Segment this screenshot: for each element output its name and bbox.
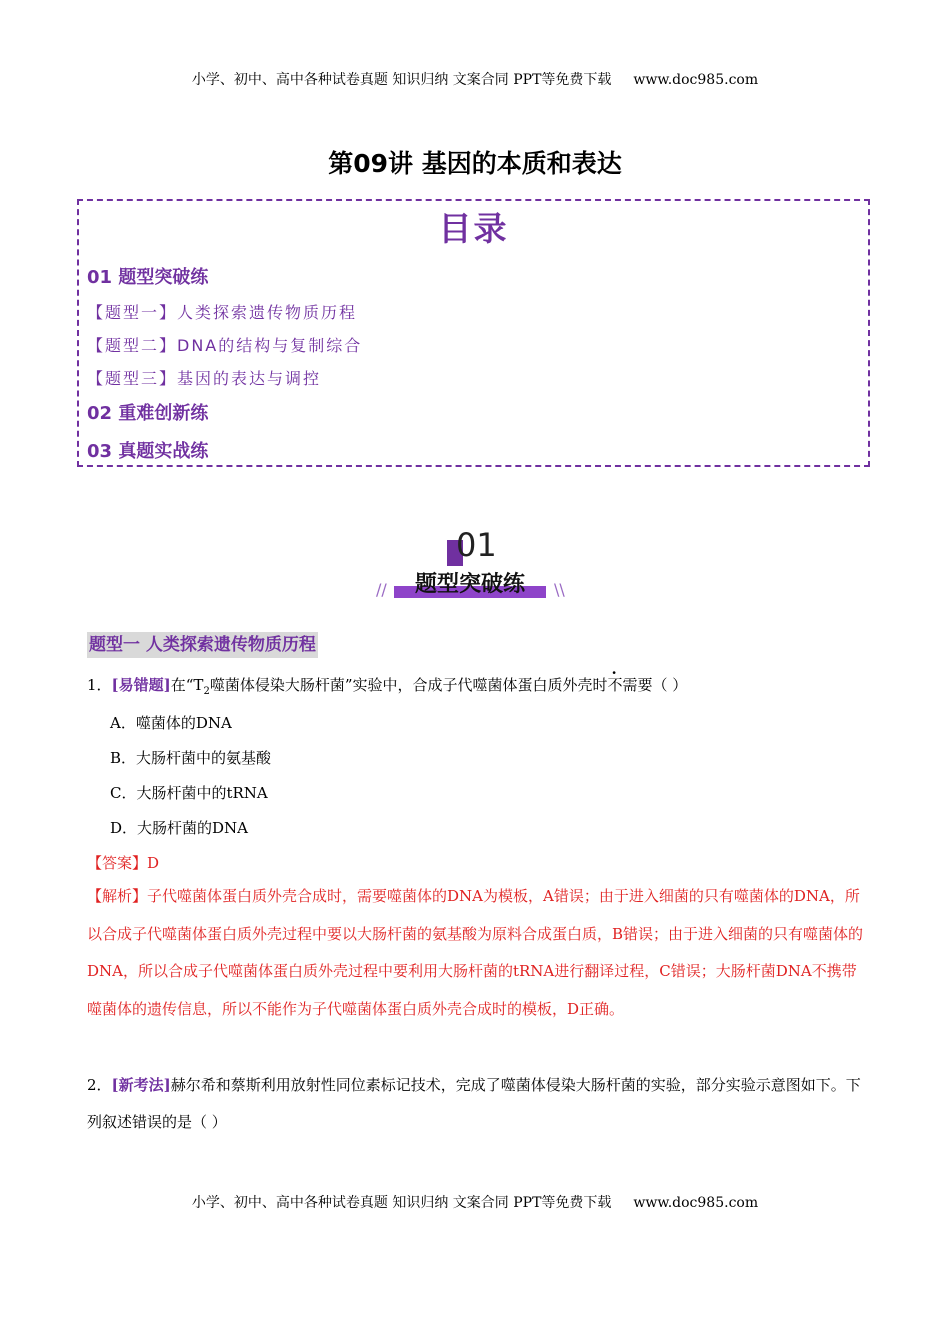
question-text-a: 在“T xyxy=(170,676,204,694)
question-text-c: 需要（ ） xyxy=(622,676,688,694)
toc-section-3[interactable]: 03 真题实战练 xyxy=(87,441,209,462)
footer-text: 小学、初中、高中各种试卷真题 知识归纳 文案合同 PPT等免费下载 xyxy=(191,1195,612,1211)
question-2-tag: [新考法] xyxy=(111,1076,171,1094)
option-a: A．噬菌体的DNA xyxy=(110,714,232,732)
header-text: 小学、初中、高中各种试卷真题 知识归纳 文案合同 PPT等免费下载 xyxy=(191,72,612,88)
toc-sub-3[interactable]: 【题型三】基因的表达与调控 xyxy=(87,369,322,388)
option-b: B．大肠杆菌中的氨基酸 xyxy=(110,749,272,767)
banner-number: 01 xyxy=(456,526,497,564)
toc-section-2[interactable]: 02 重难创新练 xyxy=(87,403,209,424)
section-title: 题型一 人类探索遗传物质历程 xyxy=(87,632,318,658)
question-1 xyxy=(87,674,687,697)
toc-section-1[interactable]: 01 题型突破练 xyxy=(87,267,209,288)
banner-slash-right: \\ xyxy=(554,580,565,599)
subscript: 2 xyxy=(203,686,210,697)
footer-url[interactable]: www.doc985.com xyxy=(633,1195,759,1211)
page-footer xyxy=(0,1192,950,1212)
analysis xyxy=(87,878,867,1028)
option-d: D．大肠杆菌的DNA xyxy=(110,819,249,837)
question-2 xyxy=(87,1067,867,1141)
answer xyxy=(87,852,159,873)
answer-label: 【答案】 xyxy=(87,854,148,872)
toc-sub-1[interactable]: 【题型一】人类探索遗传物质历程 xyxy=(87,303,358,322)
toc-heading: 目录 xyxy=(438,209,509,248)
header-url[interactable]: www.doc985.com xyxy=(633,72,759,88)
emphasis-char: 不 xyxy=(607,676,623,694)
banner-label: 题型突破练 xyxy=(414,572,525,597)
table-of-contents xyxy=(77,199,870,467)
banner-slash-left: // xyxy=(376,580,387,599)
question-tag: [易错题] xyxy=(111,676,171,694)
analysis-text: 子代噬菌体蛋白质外壳合成时，需要噬菌体的DNA为模板，A错误；由于进入细菌的只有噬菌体的DNA，所以合成子代噬菌体蛋白质外壳过程中要以大肠杆菌的氨基酸为原料合成蛋白质，B错误；由于进入细菌的只有噬菌体的DNA，所以合成子代噬菌体蛋白质外壳过程中要利用大肠杆菌的tRNA进行翻译过程，C错误；大肠杆菌DNA不携带噬菌体的遗传信息，所以不能作为子代噬菌体蛋白质外壳合成时的模板，D正确。 xyxy=(87,887,864,1018)
page-header xyxy=(0,69,950,89)
analysis-label: 【解析】 xyxy=(87,887,148,905)
section-banner xyxy=(370,522,570,612)
toc-sub-2[interactable]: 【题型二】DNA的结构与复制综合 xyxy=(87,336,363,355)
option-c: C．大肠杆菌中的tRNA xyxy=(110,784,268,802)
page-title: 第09讲 基因的本质和表达 xyxy=(328,149,622,178)
question-2-text: 赫尔希和蔡斯利用放射性同位素标记技术，完成了噬菌体侵染大肠杆菌的实验，部分实验示意图如下。下列叙述错误的是（ ） xyxy=(87,1076,861,1131)
question-text-b: 噬菌体侵染大肠杆菌”实验中，合成子代噬菌体蛋白质外壳时 xyxy=(209,676,608,694)
answer-value: D xyxy=(147,854,160,872)
question-2-number: 2． xyxy=(87,1076,112,1094)
question-number: 1． xyxy=(87,676,112,694)
